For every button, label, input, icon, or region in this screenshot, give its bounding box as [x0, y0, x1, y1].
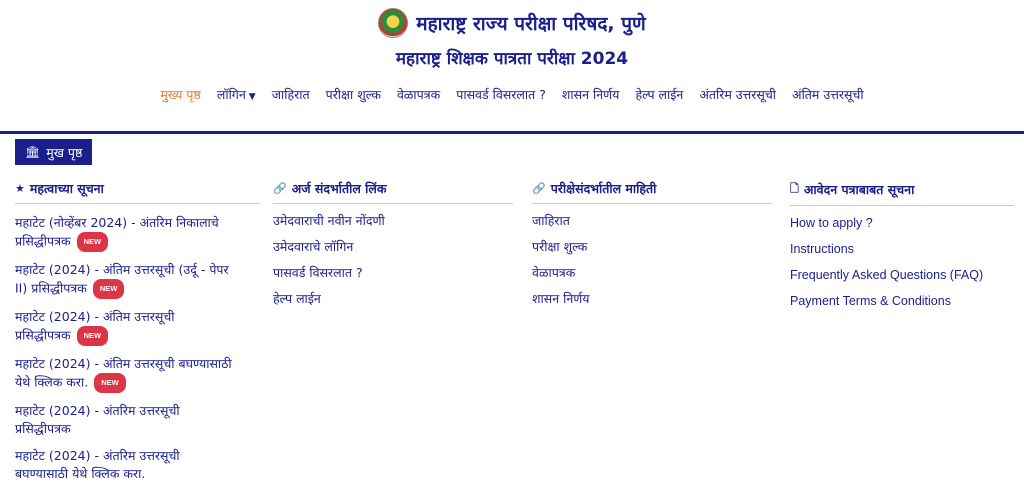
nav-provisional-answer-key[interactable]: अंतरिम उत्तरसूची	[699, 87, 777, 102]
link-schedule[interactable]: वेळापत्रक	[532, 265, 576, 280]
nav-schedule[interactable]: वेळापत्रक	[396, 87, 441, 102]
link-exam-fee[interactable]: परीक्षा शुल्क	[532, 239, 588, 254]
nav-advertisement[interactable]: जाहिरात	[271, 87, 310, 102]
notice-line: महाटेट (2024) - अंतिम उत्तरसूची (उर्दू - पेपर	[15, 262, 229, 277]
bank-icon: 🏛	[25, 145, 41, 159]
nav-final-answer-key[interactable]: अंतिम उत्तरसूची	[792, 87, 864, 102]
site-header	[0, 0, 1024, 136]
nav-exam-fee[interactable]: परीक्षा शुल्क	[325, 87, 381, 102]
notices-column	[15, 180, 260, 492]
header-divider	[0, 131, 1024, 134]
link-forgot-password[interactable]: पासवर्ड विसरलात ?	[273, 265, 363, 280]
application-links-heading-label: अर्ज संदर्भातील लिंक	[291, 181, 387, 196]
notice-line: महाटेट (2024) - अंतरिम उत्तरसूची	[15, 448, 180, 463]
notice-line: बघण्यासाठी येथे क्लिक करा.	[15, 466, 146, 481]
application-links-heading	[273, 180, 513, 204]
link-how-to-apply[interactable]: How to apply ?	[790, 216, 873, 230]
link-icon: 🔗	[273, 182, 287, 195]
notice-item[interactable]	[15, 214, 260, 252]
exam-info-list	[532, 212, 772, 308]
notice-line: येथे क्लिक करा.	[15, 374, 89, 390]
nav-home[interactable]: मुख्य पृष्ठ	[160, 87, 201, 102]
exam-info-heading	[532, 180, 772, 204]
nav-government-resolution[interactable]: शासन निर्णय	[561, 87, 620, 102]
link-faq[interactable]: Frequently Asked Questions (FAQ)	[790, 268, 984, 282]
new-badge: NEW	[93, 279, 125, 299]
notice-item[interactable]	[15, 402, 260, 438]
application-links-column	[273, 180, 513, 316]
new-badge: NEW	[94, 373, 126, 393]
title-row	[0, 8, 1024, 38]
nav-login[interactable]	[217, 86, 256, 103]
application-notes-heading-label: आवेदन पत्राबाबत सूचना	[803, 182, 915, 197]
link-payment-terms[interactable]: Payment Terms & Conditions	[790, 294, 951, 308]
nav-login-label: लॉगिन	[216, 87, 246, 102]
notices-heading-label: महत्वाच्या सूचना	[29, 181, 104, 196]
exam-info-column	[532, 180, 772, 316]
home-badge	[15, 139, 92, 165]
new-badge: NEW	[77, 326, 109, 346]
notice-item[interactable]	[15, 447, 260, 483]
notice-line: प्रसिद्धीपत्रक	[15, 327, 71, 343]
nav-helpline[interactable]: हेल्प लाईन	[635, 87, 684, 102]
link-advertisement[interactable]: जाहिरात	[532, 213, 570, 228]
notice-line: महाटेट (2024) - अंतरिम उत्तरसूची	[15, 403, 180, 418]
exam-title: महाराष्ट्र शिक्षक पात्रता परीक्षा 2024	[395, 49, 629, 69]
link-instructions[interactable]: Instructions	[790, 242, 854, 256]
link-new-registration[interactable]: उमेदवाराची नवीन नोंदणी	[273, 213, 385, 228]
document-icon: 🗋	[790, 182, 799, 195]
link-helpline[interactable]: हेल्प लाईन	[273, 291, 321, 306]
link-government-resolution[interactable]: शासन निर्णय	[532, 291, 590, 306]
star-icon: ★	[15, 182, 25, 195]
notice-line: महाटेट (2024) - अंतिम उत्तरसूची बघण्यासाठी	[15, 356, 232, 371]
notice-line: II) प्रसिद्धीपत्रक	[15, 280, 87, 296]
notice-item[interactable]	[15, 261, 260, 299]
org-logo-icon	[378, 8, 408, 38]
application-notes-heading	[790, 180, 1014, 206]
nav-forgot-password[interactable]: पासवर्ड विसरलात ?	[456, 87, 546, 102]
notice-line: प्रसिद्धीपत्रक	[15, 233, 71, 249]
notice-line: महाटेट (नोव्हेंबर 2024) - अंतरिम निकालाचे	[15, 215, 219, 230]
application-notes-column	[790, 180, 1014, 318]
notice-item[interactable]	[15, 355, 260, 393]
exam-info-heading-label: परीक्षेसंदर्भातील माहिती	[550, 181, 657, 196]
application-links-list	[273, 212, 513, 308]
notices-heading	[15, 180, 260, 204]
chevron-down-icon: ▼	[248, 92, 256, 102]
notice-line: प्रसिद्धीपत्रक	[15, 421, 71, 436]
home-badge-label: मुख पृष्ठ	[46, 144, 83, 160]
notices-list	[15, 214, 260, 483]
org-title: महाराष्ट्र राज्य परीक्षा परिषद, पुणे	[416, 13, 646, 35]
application-notes-list	[790, 214, 1014, 310]
notice-line: महाटेट (2024) - अंतिम उत्तरसूची	[15, 309, 175, 324]
notice-item[interactable]	[15, 308, 260, 346]
main-nav	[0, 86, 1024, 103]
link-candidate-login[interactable]: उमेदवाराचे लॉगिन	[273, 239, 354, 254]
link-icon: 🔗	[532, 182, 546, 195]
new-badge: NEW	[77, 232, 109, 252]
